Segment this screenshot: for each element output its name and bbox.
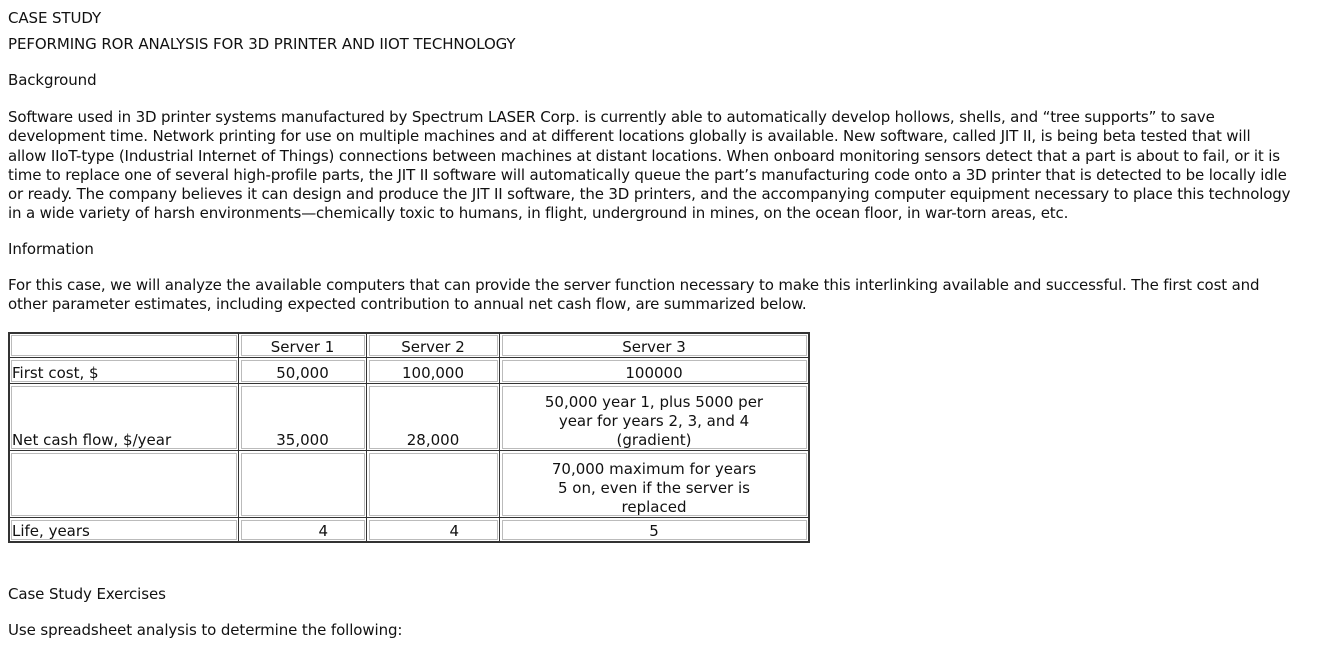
background-line: development time. Network printing for use on multiple machines and at different locations globally is available. New software, called JIT II, is being beta tested that will (8, 127, 1251, 146)
information-paragraph (8, 276, 1320, 315)
information-line: other parameter estimates, including expected contribution to annual net cash flow, are summarized below. (8, 295, 807, 314)
server-2-value: 28,000 (367, 384, 500, 451)
row-label: Net cash flow, $/year (9, 384, 239, 451)
background-line: Software used in 3D printer systems manufactured by Spectrum LASER Corp. is currently able to automatically develop hollows, shells, and “tree supports” to save (8, 108, 1215, 126)
header-cell-server-1: Server 1 (239, 333, 367, 358)
header-cell-empty (9, 333, 239, 358)
server-3-value (500, 451, 810, 518)
background-line: or ready. The company believes it can design and produce the JIT II software, the 3D printers, and the accompanying computer equipment necessary to place this technology (8, 185, 1291, 204)
background-line: in a wide variety of harsh environments—chemically toxic to humans, in flight, underground in mines, on the ocean floor, in war-torn areas, etc. (8, 204, 1069, 223)
server-3-line: 70,000 maximum for years (551, 460, 757, 478)
server-1-value (239, 451, 367, 518)
background-paragraph (8, 108, 1320, 224)
table-row-life (9, 518, 809, 543)
row-label: Life, years (9, 518, 239, 543)
row-label: First cost, $ (9, 358, 239, 384)
server-3-line: replaced (621, 498, 687, 516)
server-3-value (500, 384, 810, 451)
server-3-line: 5 on, even if the server is (558, 479, 750, 497)
server-3-line: 100000 (625, 364, 683, 382)
exercises-heading: Case Study Exercises (8, 585, 166, 603)
exercises-intro: Use spreadsheet analysis to determine the following: (8, 621, 403, 639)
server-2-value (367, 451, 500, 518)
background-line: allow IIoT-type (Industrial Internet of Things) connections between machines at distant locations. When onboard monitoring sensors detect that a part is about to fail, or it is (8, 146, 1280, 165)
table-row-first-cost (9, 358, 809, 384)
server-3-line: 5 (649, 522, 659, 540)
background-line: time to replace one of several high-profile parts, the JIT II software will automatically queue the part’s manufacturing code onto a 3D printer that is detected to be locally idle (8, 165, 1287, 184)
table-row-net-cash-flow-cap (9, 451, 809, 518)
row-label (9, 451, 239, 518)
server-2-value: 100,000 (367, 358, 500, 384)
server-3-value (500, 358, 810, 384)
background-heading: Background (8, 71, 97, 89)
server-1-value: 35,000 (239, 384, 367, 451)
information-line: For this case, we will analyze the available computers that can provide the server function necessary to make this interlinking available and successful. The first cost and (8, 276, 1260, 294)
server-comparison-table (8, 332, 810, 543)
server-3-line: (gradient) (616, 431, 692, 449)
server-3-line: year for years 2, 3, and 4 (558, 412, 750, 430)
table-header-row (9, 333, 809, 358)
server-2-value: 4 (367, 518, 500, 543)
server-3-value (500, 518, 810, 543)
server-1-value: 4 (239, 518, 367, 543)
table-row-net-cash-flow (9, 384, 809, 451)
information-heading: Information (8, 240, 94, 258)
header-cell-server-3: Server 3 (500, 333, 810, 358)
header-cell-server-2: Server 2 (367, 333, 500, 358)
server-3-line: 50,000 year 1, plus 5000 per (544, 393, 764, 411)
server-1-value: 50,000 (239, 358, 367, 384)
page-title: PEFORMING ROR ANALYSIS FOR 3D PRINTER AND IIOT TECHNOLOGY (8, 35, 516, 53)
case-study-label: CASE STUDY (8, 9, 102, 27)
